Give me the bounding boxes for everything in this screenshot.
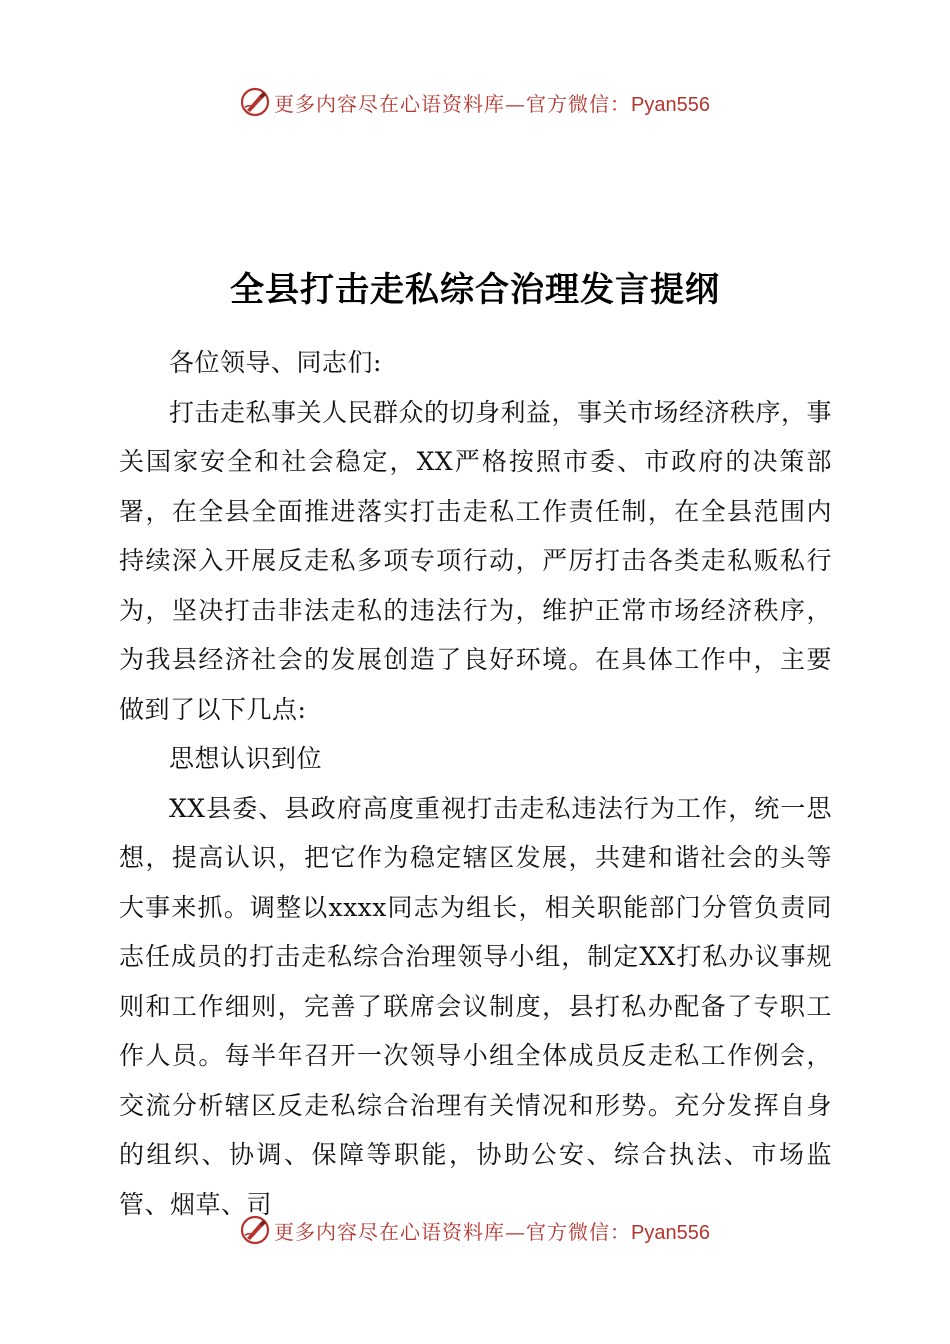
watermark-text: 更多内容尽在心语资料库—官方微信：Pyan556 bbox=[274, 1219, 710, 1244]
paragraph: XX县委、县政府高度重视打击走私违法行为工作，统一思想，提高认识，把它作为稳定辖区发展，共建和谐社会的头等大事来抓。调整以xxxx同志为组长，相关职能部门分管负责同志任成员的打击走私综合治理领导小组，制定XX打私办议事规则和工作细则，完善了联席会议制度，县打私办配备了专职工作人员。每半年召开一次领导小组全体成员反走私工作例会，交流分析辖区反走私综合治理有关情况和形势。充分发挥自身的组织、协调、保障等职能，协助公安、综合执法、市场监管、烟草、司 bbox=[119, 793, 832, 1219]
section-heading: 思想认识到位 bbox=[169, 744, 323, 773]
pen-logo-icon bbox=[240, 1215, 270, 1245]
watermark-wechat-id: Pyan556 bbox=[631, 93, 710, 116]
pen-logo-icon bbox=[240, 87, 270, 117]
document-title: 全县打击走私综合治理发言提纲 bbox=[230, 270, 720, 310]
watermark-text: 更多内容尽在心语资料库—官方微信：Pyan556 bbox=[274, 91, 710, 116]
watermark-wechat-id: Pyan556 bbox=[631, 1221, 710, 1244]
salutation: 各位领导、同志们: bbox=[169, 348, 382, 377]
footer-watermark bbox=[0, 1210, 950, 1250]
document-body bbox=[119, 338, 832, 1229]
paragraph: 打击走私事关人民群众的切身利益，事关市场经济秩序，事关国家安全和社会稳定，XX严格按照市委、市政府的决策部署，在全县全面推进落实打击走私工作责任制，在全县范围内持续深入开展反走私多项专项行动，严厉打击各类走私贩私行为，坚决打击非法走私的违法行为，维护正常市场经济秩序，为我县经济社会的发展创造了良好环境。在具体工作中，主要做到了以下几点: bbox=[119, 397, 833, 724]
header-watermark bbox=[0, 82, 950, 122]
